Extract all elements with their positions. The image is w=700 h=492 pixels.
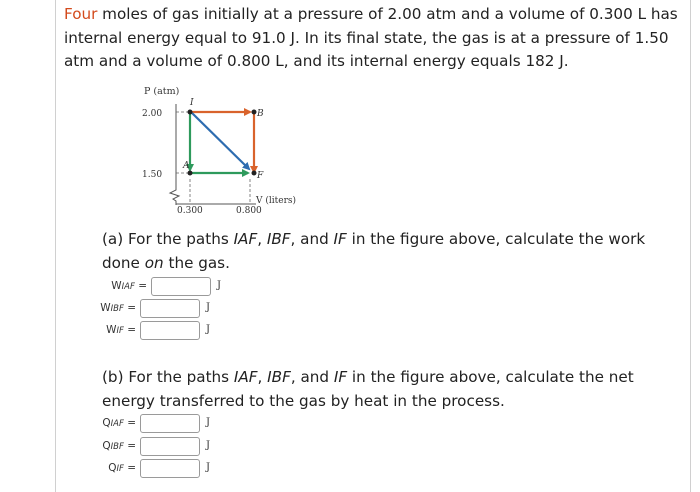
unit-label: J [206, 462, 211, 473]
point-b [252, 110, 257, 115]
point-i [188, 110, 193, 115]
point-a [188, 171, 193, 176]
answer-label: WIBF = [100, 302, 136, 314]
problem-text: moles of gas initially at a pressure of 2.00 atm and a volume of 0.300 L has internal energy equal to 91.0 J. In its final state, the gas is at a pressure of 1.50 atm and a volume of 0.800 L, and its internal energy equals 182 J. [64, 5, 678, 70]
pv-diagram [132, 82, 322, 222]
x-tick-label: 0.800 [236, 206, 262, 216]
point-label-f: F [257, 171, 264, 181]
unit-label: J [206, 417, 211, 428]
x-tick-label: 0.300 [177, 206, 203, 216]
q-iaf-input[interactable] [140, 414, 200, 433]
answer-label: QIAF = [102, 417, 136, 429]
answer-label: WIF = [106, 324, 136, 336]
answer-label: QIF = [108, 462, 136, 474]
answer-label: QIBF = [102, 440, 136, 452]
point-label-b: B [257, 109, 264, 119]
unit-label: J [217, 280, 222, 291]
y-tick-label: 1.50 [142, 170, 163, 180]
part-b-question: (b) For the paths IAF, IBF, and IF in the figure above, calculate the net energy transferred to the gas by heat in the process. [102, 368, 634, 410]
problem-statement [64, 3, 684, 74]
path-iaf [190, 114, 248, 173]
unit-label: J [206, 324, 211, 335]
w-if-input[interactable] [140, 321, 200, 340]
point-label-a: A [183, 161, 190, 171]
point-f [252, 171, 257, 176]
w-ibf-input[interactable] [140, 299, 200, 318]
point-label-i: I [190, 98, 194, 108]
answer-label: WIAF = [111, 280, 147, 292]
q-if-input[interactable] [140, 459, 200, 478]
path-if [192, 113, 249, 169]
w-iaf-input[interactable] [151, 277, 211, 296]
problem-lead-word: Four [64, 5, 98, 23]
axes [170, 104, 256, 205]
unit-label: J [206, 302, 211, 313]
unit-label: J [206, 440, 211, 451]
q-ibf-input[interactable] [140, 437, 200, 456]
y-tick-label: 2.00 [142, 109, 163, 119]
part-a-question: (a) For the paths IAF, IBF, and IF in the figure above, calculate the work done on the gas. [102, 230, 646, 272]
x-axis-label: V (liters) [256, 196, 297, 206]
y-axis-label: P (atm) [144, 86, 180, 97]
